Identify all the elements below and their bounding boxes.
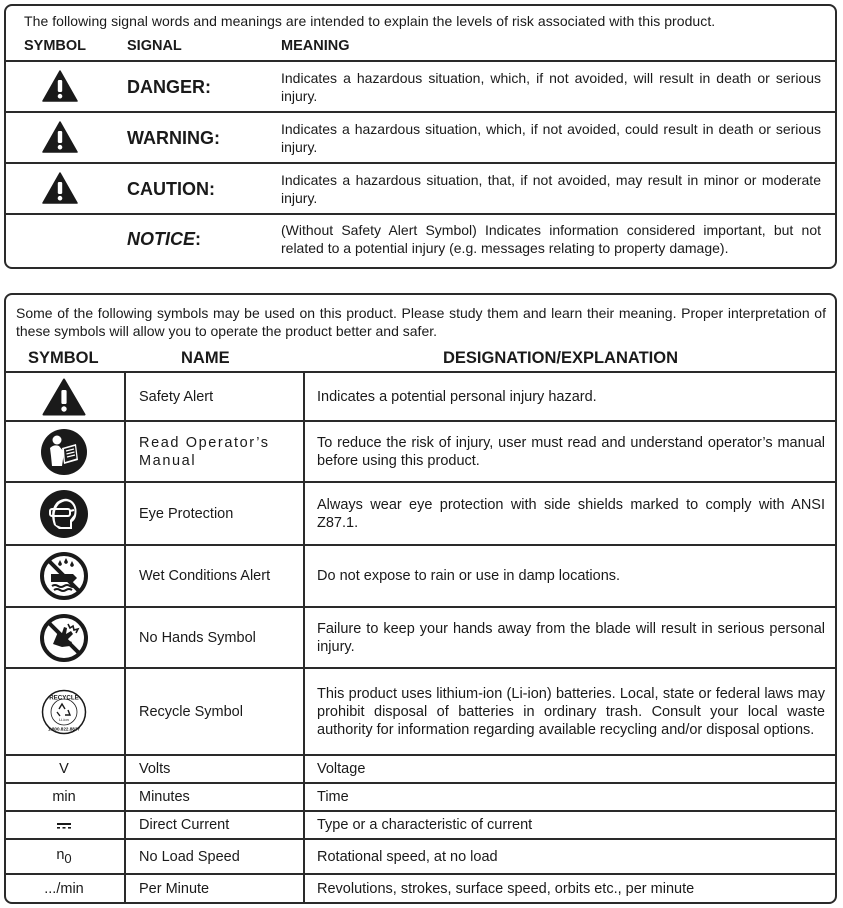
warning-triangle-icon <box>42 172 78 204</box>
signal-words-panel <box>4 4 837 269</box>
signal-word: CAUTION: <box>127 179 215 199</box>
table-row <box>4 755 837 783</box>
signal-row-danger <box>6 60 835 113</box>
symbol-description: Rotational speed, at no load <box>304 839 837 874</box>
symbol-description: Indicates a potential personal injury hazard. <box>304 372 837 421</box>
symbol-cell <box>4 839 125 874</box>
signal-meaning: Indicates a hazardous situation, which, if not avoided, will result in death or serious injury. <box>281 70 821 104</box>
symbol-name: No Hands Symbol <box>125 607 304 668</box>
symbols-header-name: NAME <box>181 349 230 367</box>
table-row <box>4 545 837 607</box>
signal-intro-text: The following signal words and meanings are intended to explain the levels of risk associated with this product. <box>24 13 716 29</box>
symbol-name: No Load Speed <box>125 839 304 874</box>
symbol-text: n <box>56 847 65 864</box>
signal-row-warning <box>6 111 835 164</box>
symbol-name: Safety Alert <box>125 372 304 421</box>
eye-protection-icon <box>39 489 89 539</box>
symbol-description: This product uses lithium-ion (Li-ion) batteries. Local, state or federal laws may prohibit disposal of batteries in ordinary trash. Consult your local waste authority for information regarding available recycling and/or disposal options. <box>304 668 837 755</box>
table-row <box>4 482 837 545</box>
symbol-name: Direct Current <box>125 811 304 839</box>
read-manual-icon <box>40 428 88 476</box>
symbols-table <box>4 371 837 903</box>
symbol-name: Minutes <box>125 783 304 811</box>
signal-word <box>127 229 201 250</box>
no-hands-icon <box>40 614 88 662</box>
signal-header-signal: SIGNAL <box>127 38 182 54</box>
signal-row-caution <box>6 162 835 215</box>
symbol-description: Failure to keep your hands away from the blade will result in serious personal injury. <box>304 607 837 668</box>
direct-current-icon <box>56 820 72 830</box>
signal-meaning: Indicates a hazardous situation, that, if not avoided, may result in minor or moderate injury. <box>281 172 821 206</box>
table-row <box>4 783 837 811</box>
signal-header-symbol: SYMBOL <box>24 38 87 54</box>
symbol-cell <box>4 545 125 607</box>
symbol-name: Recycle Symbol <box>125 668 304 755</box>
symbol-name: Wet Conditions Alert <box>125 545 304 607</box>
symbol-cell <box>4 421 125 482</box>
symbol-description: Time <box>304 783 837 811</box>
table-row <box>4 372 837 421</box>
warning-triangle-icon <box>42 70 78 102</box>
signal-word: WARNING: <box>127 128 220 148</box>
seal-recycle-text: RECYCLE <box>49 694 79 701</box>
symbol-description: Type or a characteristic of current <box>304 811 837 839</box>
symbol-description: To reduce the risk of injury, user must read and understand operator’s manual before using this product. <box>304 421 837 482</box>
table-row <box>4 839 837 874</box>
symbol-text: min <box>4 783 125 811</box>
symbol-name <box>125 421 304 482</box>
table-row <box>4 668 837 755</box>
symbol-description: Always wear eye protection with side shields marked to comply with ANSI Z87.1. <box>304 482 837 545</box>
signal-word-notice: NOTICE <box>127 229 196 249</box>
symbol-text: V <box>4 755 125 783</box>
table-row <box>4 811 837 839</box>
symbol-description: Revolutions, strokes, surface speed, orbits etc., per minute <box>304 874 837 903</box>
safety-alert-icon <box>42 378 86 416</box>
symbol-cell <box>4 668 125 755</box>
wet-conditions-icon <box>40 552 88 600</box>
symbol-text: .../min <box>4 874 125 903</box>
signal-header-meaning: MEANING <box>281 38 350 54</box>
symbol-subscript: 0 <box>64 850 72 866</box>
symbols-panel <box>4 293 837 904</box>
signal-word-colon: : <box>195 229 202 249</box>
symbol-cell <box>4 811 125 839</box>
seal-phone-text: 1.800.822.8837 <box>48 726 80 731</box>
signal-meaning: Indicates a hazardous situation, which, if not avoided, could result in death or serious injury. <box>281 121 821 155</box>
symbols-intro-text: Some of the following symbols may be used on this product. Please study them and learn their meaning. Proper interpretation of these symbols will allow you to operate the product better and safer. <box>16 305 826 339</box>
symbol-name: Per Minute <box>125 874 304 903</box>
table-row <box>4 607 837 668</box>
table-row <box>4 421 837 482</box>
recycle-seal-icon <box>41 689 87 735</box>
warning-triangle-icon <box>42 121 78 153</box>
seal-liion-text: Li-ion <box>59 716 69 722</box>
symbol-cell <box>4 482 125 545</box>
symbol-description: Voltage <box>304 755 837 783</box>
symbol-cell <box>4 607 125 668</box>
symbol-cell <box>4 372 125 421</box>
signal-word: DANGER: <box>127 77 211 97</box>
symbols-header-symbol: SYMBOL <box>28 349 99 367</box>
symbol-name: Eye Protection <box>125 482 304 545</box>
symbols-header-designation: DESIGNATION/EXPLANATION <box>443 349 678 367</box>
signal-row-notice <box>6 213 835 269</box>
symbol-description: Do not expose to rain or use in damp locations. <box>304 545 837 607</box>
signal-meaning: (Without Safety Alert Symbol) Indicates information considered important, but not related to a potential injury (e.g. messages relating to property damage). <box>281 222 821 256</box>
table-row <box>4 874 837 903</box>
symbol-name-text: Read Operator’s Manual <box>139 434 270 469</box>
symbol-name: Volts <box>125 755 304 783</box>
